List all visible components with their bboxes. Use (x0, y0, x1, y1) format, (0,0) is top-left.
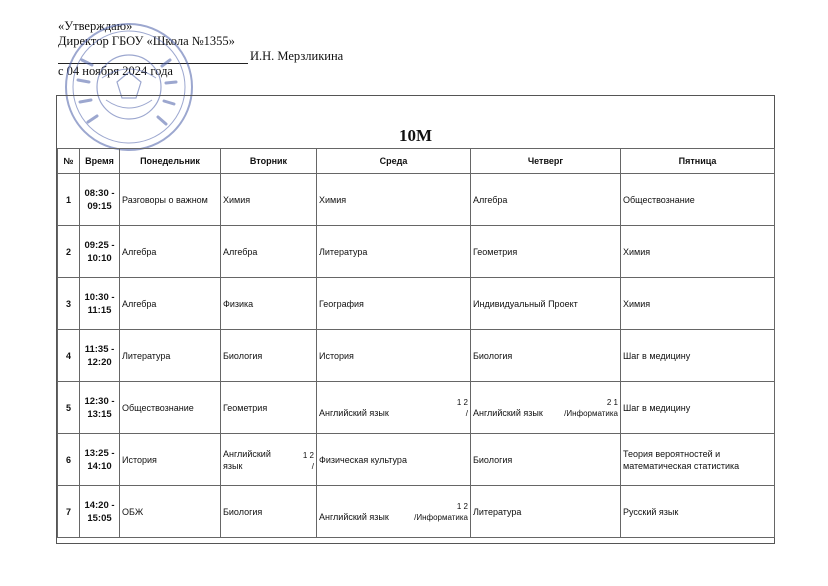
lesson-time: 08:30 - 09:15 (80, 174, 120, 226)
table-row (58, 174, 775, 226)
lesson-time: 09:25 - 10:10 (80, 226, 120, 278)
signature-underline (58, 63, 248, 64)
cell-monday: ОБЖ (120, 486, 221, 538)
split-lesson (319, 397, 468, 419)
header-tuesday: Вторник (221, 149, 317, 174)
cell-monday: Разговоры о важном (120, 174, 221, 226)
schedule-sheet (56, 95, 775, 544)
cell-friday: Шаг в медицину (621, 330, 775, 382)
table-row (58, 278, 775, 330)
lesson-number: 1 (58, 174, 80, 226)
split-lesson (319, 501, 468, 523)
subject-name: Английский язык (223, 448, 271, 471)
header-friday: Пятница (621, 149, 775, 174)
header-number: № (58, 149, 80, 174)
approval-date: с 04 ноября 2024 года (58, 64, 173, 78)
cell-wednesday: Химия (317, 174, 471, 226)
cell-thursday: Алгебра (471, 174, 621, 226)
table-row (58, 226, 775, 278)
subject-name: Английский язык (319, 511, 389, 522)
table-row (58, 382, 775, 434)
cell-thursday: Биология (471, 330, 621, 382)
lesson-number: 6 (58, 434, 80, 486)
cell-friday: Русский язык (621, 486, 775, 538)
cell-monday: История (120, 434, 221, 486)
signature-line (58, 49, 343, 64)
cell-friday: Теория вероятностей и математическая статистика (621, 434, 775, 486)
header-monday: Понедельник (120, 149, 221, 174)
cell-tuesday: Алгебра (221, 226, 317, 278)
header-thursday: Четверг (471, 149, 621, 174)
lesson-number: 4 (58, 330, 80, 382)
header-wednesday: Среда (317, 149, 471, 174)
cell-tuesday (221, 434, 317, 486)
approval-line2: Директор ГБОУ «Школа №1355» (58, 34, 235, 48)
table-row (58, 486, 775, 538)
table-row (58, 434, 775, 486)
cell-wednesday: Физическая культура (317, 434, 471, 486)
split-lesson (473, 397, 618, 419)
cell-thursday: Биология (471, 434, 621, 486)
lesson-number: 7 (58, 486, 80, 538)
cell-monday: Обществознание (120, 382, 221, 434)
cell-monday: Литература (120, 330, 221, 382)
table-row (58, 330, 775, 382)
cell-wednesday: Литература (317, 226, 471, 278)
cell-wednesday (317, 382, 471, 434)
class-title: 10М (398, 126, 433, 145)
lesson-number: 2 (58, 226, 80, 278)
split-lesson (223, 448, 314, 472)
signatory-name: И.Н. Мерзликина (250, 49, 344, 63)
cell-tuesday: Биология (221, 486, 317, 538)
subject-name: Английский язык (473, 407, 543, 418)
group-marks: 1 2 / (302, 450, 314, 471)
group-marks: 1 2 /Информатика (414, 501, 468, 522)
group-marks: 2 1 /Информатика (564, 397, 618, 418)
header-row (58, 149, 775, 174)
lesson-time: 12:30 - 13:15 (80, 382, 120, 434)
cell-tuesday: Физика (221, 278, 317, 330)
lesson-number: 5 (58, 382, 80, 434)
lesson-time: 11:35 - 12:20 (80, 330, 120, 382)
header-time: Время (80, 149, 120, 174)
cell-friday: Обществознание (621, 174, 775, 226)
cell-thursday: Литература (471, 486, 621, 538)
cell-friday: Химия (621, 278, 775, 330)
cell-wednesday: История (317, 330, 471, 382)
subject-name: Английский язык (319, 407, 389, 418)
lesson-time: 13:25 - 14:10 (80, 434, 120, 486)
group-marks: 1 2 / (456, 397, 468, 418)
cell-monday: Алгебра (120, 278, 221, 330)
lesson-number: 3 (58, 278, 80, 330)
lesson-time: 10:30 - 11:15 (80, 278, 120, 330)
approval-line1: «Утверждаю» (58, 19, 133, 33)
schedule-table (57, 148, 775, 538)
cell-wednesday (317, 486, 471, 538)
cell-tuesday: Химия (221, 174, 317, 226)
cell-thursday: Индивидуальный Проект (471, 278, 621, 330)
lesson-time: 14:20 - 15:05 (80, 486, 120, 538)
cell-friday: Шаг в медицину (621, 382, 775, 434)
cell-friday: Химия (621, 226, 775, 278)
cell-thursday: Геометрия (471, 226, 621, 278)
approval-block (58, 19, 343, 79)
cell-wednesday: География (317, 278, 471, 330)
cell-monday: Алгебра (120, 226, 221, 278)
cell-tuesday: Геометрия (221, 382, 317, 434)
cell-tuesday: Биология (221, 330, 317, 382)
cell-thursday (471, 382, 621, 434)
